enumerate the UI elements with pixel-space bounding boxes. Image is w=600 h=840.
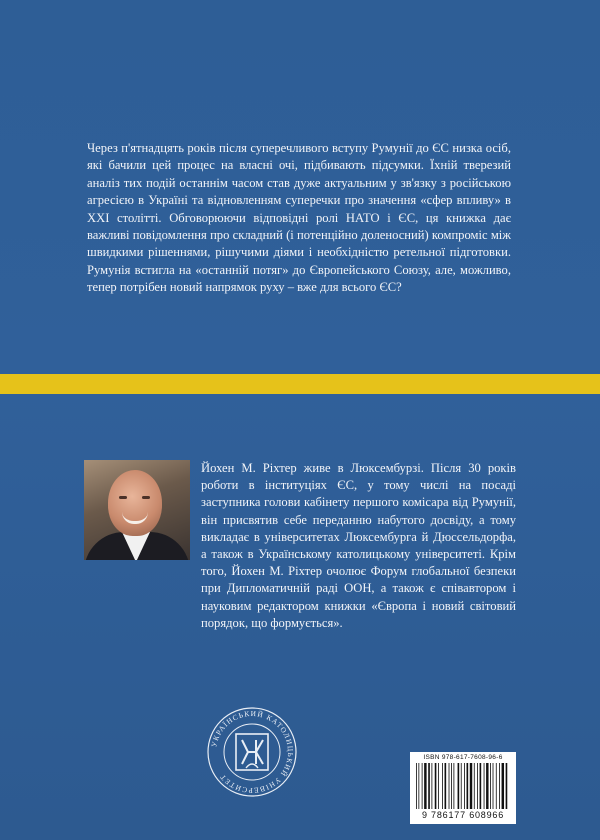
barcode-bar bbox=[493, 763, 494, 809]
barcode-bars bbox=[416, 763, 510, 809]
barcode-bar bbox=[467, 763, 469, 809]
barcode-bar bbox=[506, 763, 508, 809]
isbn-label: ISBN 978-617-7608-96-6 bbox=[423, 754, 503, 761]
barcode-bar bbox=[445, 763, 447, 809]
yellow-stripe bbox=[0, 374, 600, 394]
barcode-bar bbox=[470, 763, 472, 809]
barcode-bar bbox=[480, 763, 482, 809]
barcode-bar bbox=[453, 763, 454, 809]
author-bio: Йохен М. Ріхтер живе в Люксембурзі. Після 30 років роботи в інституціях ЄС, у тому числі на посаді заступника голови кабінету першого комісара від Румунії, він присвятив себе переданню набутого досвіду, а тому викладає в університетах Люксембурга й Дюссельдорфа, а також в Українському католицькому університеті. Крім того, Йохен М. Ріхтер очолює Форум глобальної безпеки при Дипломатичній раді ООН, а також є співавтором і науковим редактором книжки «Європа і новий світовий порядок, що формується». bbox=[201, 461, 516, 630]
barcode-bar bbox=[461, 763, 462, 809]
barcode-bar bbox=[451, 763, 452, 809]
book-blurb: Через п'ятнадцять років після суперечливого вступу Румунії до ЄС низка осіб, які бачили цей процес на власні очі, підбивають підсумки. Їхній тверезий аналіз тих подій останнім часом став дуже актуальним у зв'язку з російською агресією в Україні та відновленням суперечки про значення «сфер впливу» в ХХІ столітті. Обговорюючи відповідні ролі НАТО і ЄС, ця книжка дає важливі повідомлення про складний (і потенційно доленосний) компроміс між швидкими рішеннями, рішучими діями і необхідністю ретельної підготовки. Румунія встигла на «останній потяг» до Європейського Союзу, але, можливо, тепер потрібен новий напрямок руху – вже для всього ЄС? bbox=[87, 141, 511, 295]
author-photo-eye-right bbox=[142, 496, 150, 499]
barcode-bar bbox=[422, 763, 423, 809]
barcode-bar bbox=[477, 763, 478, 809]
barcode-bar bbox=[431, 763, 432, 809]
author-photo-face bbox=[108, 470, 162, 536]
barcode-bar bbox=[499, 763, 500, 809]
barcode-bar bbox=[418, 763, 419, 809]
publisher-emblem-logo bbox=[206, 706, 298, 798]
barcode-bar bbox=[424, 763, 426, 809]
barcode-digits: 9 786177 608966 bbox=[421, 810, 505, 820]
barcode-bar bbox=[428, 763, 430, 809]
barcode-bar bbox=[442, 763, 443, 809]
barcode-bar bbox=[484, 763, 485, 809]
barcode-bar bbox=[458, 763, 460, 809]
author-photo-eye-left bbox=[119, 496, 127, 499]
barcode-bar bbox=[502, 763, 504, 809]
barcode-bar bbox=[474, 763, 475, 809]
barcode-bar bbox=[464, 763, 465, 809]
barcode-bar bbox=[416, 763, 417, 809]
barcode-bar bbox=[490, 763, 491, 809]
barcode-bar bbox=[449, 763, 450, 809]
author-photo bbox=[84, 460, 190, 560]
publisher-emblem-text: УКРАЇНСЬКИЙ КАТОЛИЦЬКИЙ УНІВЕРСИТЕТ bbox=[209, 708, 296, 796]
barcode-bar bbox=[486, 763, 488, 809]
isbn-barcode bbox=[410, 752, 516, 824]
barcode-bar bbox=[496, 763, 497, 809]
barcode-bar bbox=[438, 763, 439, 809]
barcode-bar bbox=[435, 763, 437, 809]
